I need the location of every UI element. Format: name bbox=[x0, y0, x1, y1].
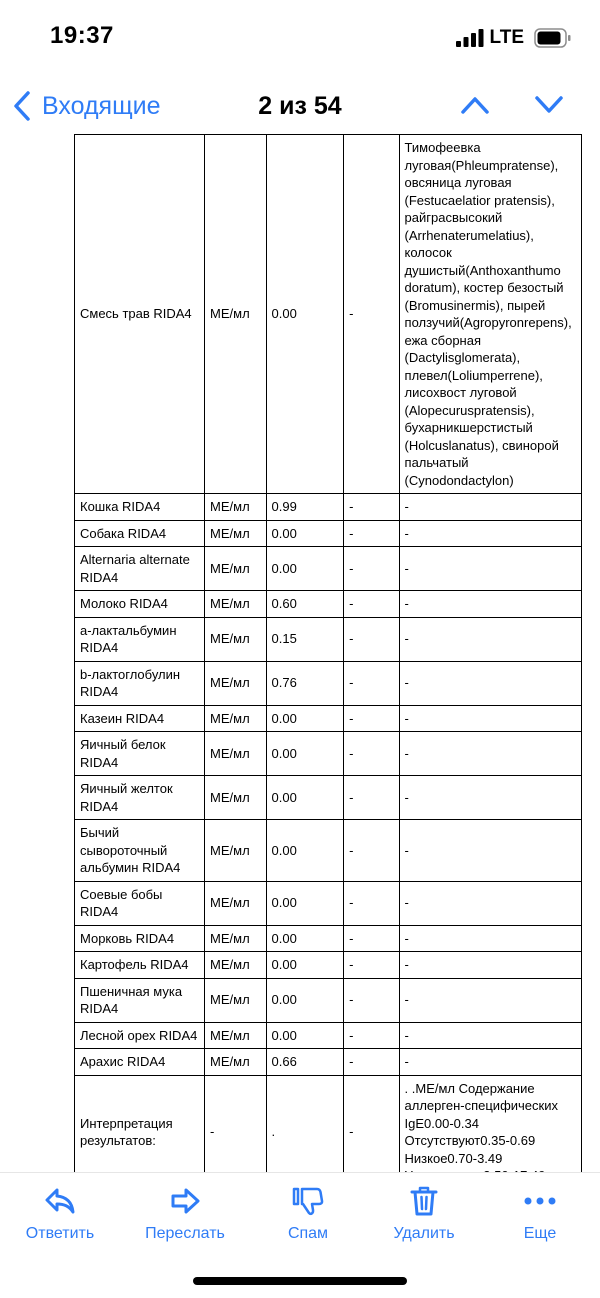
value: 0.00 bbox=[266, 925, 344, 952]
note-line: (Festucaelatior pratensis), bbox=[404, 192, 555, 208]
note-line: doratum), костер безостый bbox=[404, 280, 564, 295]
note-line: (Bromusinermis), пырей bbox=[404, 297, 546, 313]
table-row bbox=[75, 591, 582, 618]
next-message-icon[interactable] bbox=[534, 94, 564, 116]
reply-button[interactable] bbox=[5, 1183, 115, 1243]
more-dots-icon bbox=[523, 1196, 557, 1206]
mail-nav-bar bbox=[0, 70, 600, 140]
delete-button[interactable] bbox=[369, 1183, 479, 1243]
value: 0.66 bbox=[266, 1049, 344, 1076]
class: - bbox=[344, 925, 399, 952]
note-line: (Dactylisglomerata), bbox=[404, 350, 521, 365]
value: 0.99 bbox=[266, 494, 344, 521]
text-line: результатов: bbox=[80, 1133, 156, 1148]
allergen-name: Яичный белок RIDA4 bbox=[75, 732, 205, 776]
allergen-note: - bbox=[399, 776, 581, 820]
allergen-name: Картофель RIDA4 bbox=[75, 952, 205, 979]
note-line: (Arrhenaterumelatius), bbox=[404, 227, 534, 243]
unit: МЕ/мл bbox=[205, 494, 266, 521]
text-line: . .МЕ/мл Содержание bbox=[404, 1080, 535, 1096]
class: - bbox=[344, 591, 399, 618]
value: 0.00 bbox=[266, 705, 344, 732]
value: 0.00 bbox=[266, 881, 344, 925]
value: . bbox=[266, 1075, 344, 1189]
allergen-note: - bbox=[399, 617, 581, 661]
text-line: IgE0.00-0.34 bbox=[404, 1115, 479, 1131]
table-row bbox=[75, 1049, 582, 1076]
note-line: ежа сборная bbox=[404, 332, 482, 348]
unit: МЕ/мл bbox=[205, 925, 266, 952]
network-type: LTE bbox=[489, 27, 524, 48]
note-line: плевел(Loliumperrene), bbox=[404, 367, 543, 383]
results-table bbox=[74, 134, 582, 1190]
table-row bbox=[75, 881, 582, 925]
note-line: (Cynodondactylon) bbox=[404, 472, 514, 488]
allergen-name: Казеин RIDA4 bbox=[75, 705, 205, 732]
allergen-name: Молоко RIDA4 bbox=[75, 591, 205, 618]
class: - bbox=[344, 1022, 399, 1049]
class: - bbox=[344, 732, 399, 776]
trash-icon bbox=[409, 1185, 439, 1217]
back-label: Входящие bbox=[42, 91, 161, 120]
signal-icon bbox=[456, 29, 484, 47]
unit: МЕ/мл bbox=[205, 617, 266, 661]
status-bar bbox=[0, 0, 600, 70]
text-line: Отсутствуют0.35-0.69 bbox=[404, 1133, 536, 1148]
allergen-note: - bbox=[399, 591, 581, 618]
value: 0.76 bbox=[266, 661, 344, 705]
value: 0.00 bbox=[266, 135, 344, 494]
value: 0.15 bbox=[266, 617, 344, 661]
table-row bbox=[75, 547, 582, 591]
table-row bbox=[75, 617, 582, 661]
table-row bbox=[75, 776, 582, 820]
status-indicators bbox=[456, 27, 572, 49]
unit: МЕ/мл bbox=[205, 547, 266, 591]
table-row bbox=[75, 520, 582, 547]
allergen-note: - bbox=[399, 978, 581, 1022]
class: - bbox=[344, 952, 399, 979]
note-line: пальчатый bbox=[404, 455, 469, 470]
unit: МЕ/мл bbox=[205, 952, 266, 979]
class: - bbox=[344, 1049, 399, 1076]
table-row bbox=[75, 705, 582, 732]
text-line: аллерген-специфических bbox=[404, 1098, 558, 1113]
allergen-note: - bbox=[399, 494, 581, 521]
class: - bbox=[344, 978, 399, 1022]
class: - bbox=[344, 776, 399, 820]
allergen-note: - bbox=[399, 520, 581, 547]
value: 0.00 bbox=[266, 952, 344, 979]
class: - bbox=[344, 1075, 399, 1189]
class: - bbox=[344, 135, 399, 494]
note-line: душистый(Anthoxanthumo bbox=[404, 262, 561, 278]
table-row bbox=[75, 661, 582, 705]
message-counter: 2 из 54 bbox=[258, 92, 342, 120]
allergen-name: Лесной орех RIDA4 bbox=[75, 1022, 205, 1049]
allergen-name: Соевые бобы RIDA4 bbox=[75, 881, 205, 925]
allergen-name: Пшеничная мука RIDA4 bbox=[75, 978, 205, 1022]
table-row bbox=[75, 732, 582, 776]
more-button[interactable] bbox=[485, 1183, 595, 1243]
class: - bbox=[344, 705, 399, 732]
allergen-name: Бычий сывороточный альбумин RIDA4 bbox=[75, 820, 205, 882]
note-line: Тимофеевка bbox=[404, 140, 481, 155]
table-row bbox=[75, 1022, 582, 1049]
class: - bbox=[344, 494, 399, 521]
table-row bbox=[75, 494, 582, 521]
allergen-name: Арахис RIDA4 bbox=[75, 1049, 205, 1076]
unit: МЕ/мл bbox=[205, 661, 266, 705]
battery-icon bbox=[534, 28, 572, 48]
message-body[interactable] bbox=[0, 140, 600, 1172]
allergen-note: - bbox=[399, 925, 581, 952]
unit: МЕ/мл bbox=[205, 820, 266, 882]
note-line: (Holcuslanatus), свинорой bbox=[404, 437, 559, 453]
allergen-name: Яичный желток RIDA4 bbox=[75, 776, 205, 820]
table-row bbox=[75, 135, 582, 494]
allergen-note: - bbox=[399, 820, 581, 882]
reply-icon bbox=[44, 1186, 76, 1216]
thumbs-down-icon bbox=[291, 1185, 325, 1217]
allergen-name: Кошка RIDA4 bbox=[75, 494, 205, 521]
value: 0.00 bbox=[266, 776, 344, 820]
class: - bbox=[344, 881, 399, 925]
unit: МЕ/мл bbox=[205, 591, 266, 618]
allergen-note: - bbox=[399, 547, 581, 591]
allergen-name: Смесь трав RIDA4 bbox=[75, 135, 205, 494]
class: - bbox=[344, 547, 399, 591]
class: - bbox=[344, 661, 399, 705]
forward-label: Переслать bbox=[145, 1225, 225, 1242]
value: 0.00 bbox=[266, 732, 344, 776]
table-row bbox=[75, 820, 582, 882]
note-line: ползучий(Agropyronrepens), bbox=[404, 315, 572, 330]
allergen-note: - bbox=[399, 1049, 581, 1076]
table-row bbox=[75, 925, 582, 952]
text-line: Интерпретация bbox=[80, 1115, 173, 1131]
previous-message-icon[interactable] bbox=[460, 94, 490, 116]
unit: - bbox=[205, 1075, 266, 1189]
value: 0.00 bbox=[266, 1022, 344, 1049]
value: 0.00 bbox=[266, 820, 344, 882]
value: 0.00 bbox=[266, 978, 344, 1022]
unit: МЕ/мл bbox=[205, 881, 266, 925]
unit: МЕ/мл bbox=[205, 520, 266, 547]
forward-icon bbox=[169, 1186, 201, 1216]
unit: МЕ/мл bbox=[205, 1022, 266, 1049]
allergen-note: - bbox=[399, 952, 581, 979]
note-line: (Alopecurusprаtensis), bbox=[404, 402, 535, 418]
unit: МЕ/мл bbox=[205, 135, 266, 494]
more-label: Еще bbox=[523, 1225, 557, 1242]
class: - bbox=[344, 820, 399, 882]
value: 0.00 bbox=[266, 520, 344, 547]
unit: МЕ/мл bbox=[205, 1049, 266, 1076]
allergen-note: - bbox=[399, 661, 581, 705]
unit: МЕ/мл bbox=[205, 732, 266, 776]
allergen-note: - bbox=[399, 732, 581, 776]
table-row bbox=[75, 978, 582, 1022]
table-row bbox=[75, 952, 582, 979]
home-indicator[interactable] bbox=[193, 1277, 407, 1285]
value: 0.00 bbox=[266, 547, 344, 591]
note-line: лисохвост луговой bbox=[404, 385, 517, 400]
allergen-name: а-лактальбумин RIDA4 bbox=[75, 617, 205, 661]
status-time: 19:37 bbox=[50, 22, 114, 49]
unit: МЕ/мл bbox=[205, 705, 266, 732]
class: - bbox=[344, 520, 399, 547]
allergen-name: Собака RIDA4 bbox=[75, 520, 205, 547]
unit: МЕ/мл bbox=[205, 978, 266, 1022]
value: 0.60 bbox=[266, 591, 344, 618]
forward-button[interactable] bbox=[130, 1183, 240, 1243]
allergen-note: - bbox=[399, 1022, 581, 1049]
note-line: луговая(Phleumpratense), bbox=[404, 157, 559, 173]
delete-label: Удалить bbox=[393, 1225, 455, 1242]
spam-button[interactable] bbox=[253, 1183, 363, 1243]
allergen-note: - bbox=[399, 705, 581, 732]
allergen-name: b-лактоглобулин RIDA4 bbox=[75, 661, 205, 705]
allergen-name: Alternaria alternate RIDA4 bbox=[75, 547, 205, 591]
unit: МЕ/мл bbox=[205, 776, 266, 820]
reply-label: Ответить bbox=[25, 1225, 95, 1242]
note-line: овсяница луговая bbox=[404, 175, 512, 190]
note-line: райграсвысокий bbox=[404, 210, 503, 225]
allergen-note bbox=[399, 135, 581, 494]
note-line: бухарникшерстистый bbox=[404, 420, 533, 435]
allergen-note: - bbox=[399, 881, 581, 925]
note-line: колосок bbox=[404, 245, 452, 260]
allergen-name: Морковь RIDA4 bbox=[75, 925, 205, 952]
spam-label: Спам bbox=[287, 1225, 329, 1242]
text-line: Низкое0.70-3.49 bbox=[404, 1150, 503, 1166]
class: - bbox=[344, 617, 399, 661]
